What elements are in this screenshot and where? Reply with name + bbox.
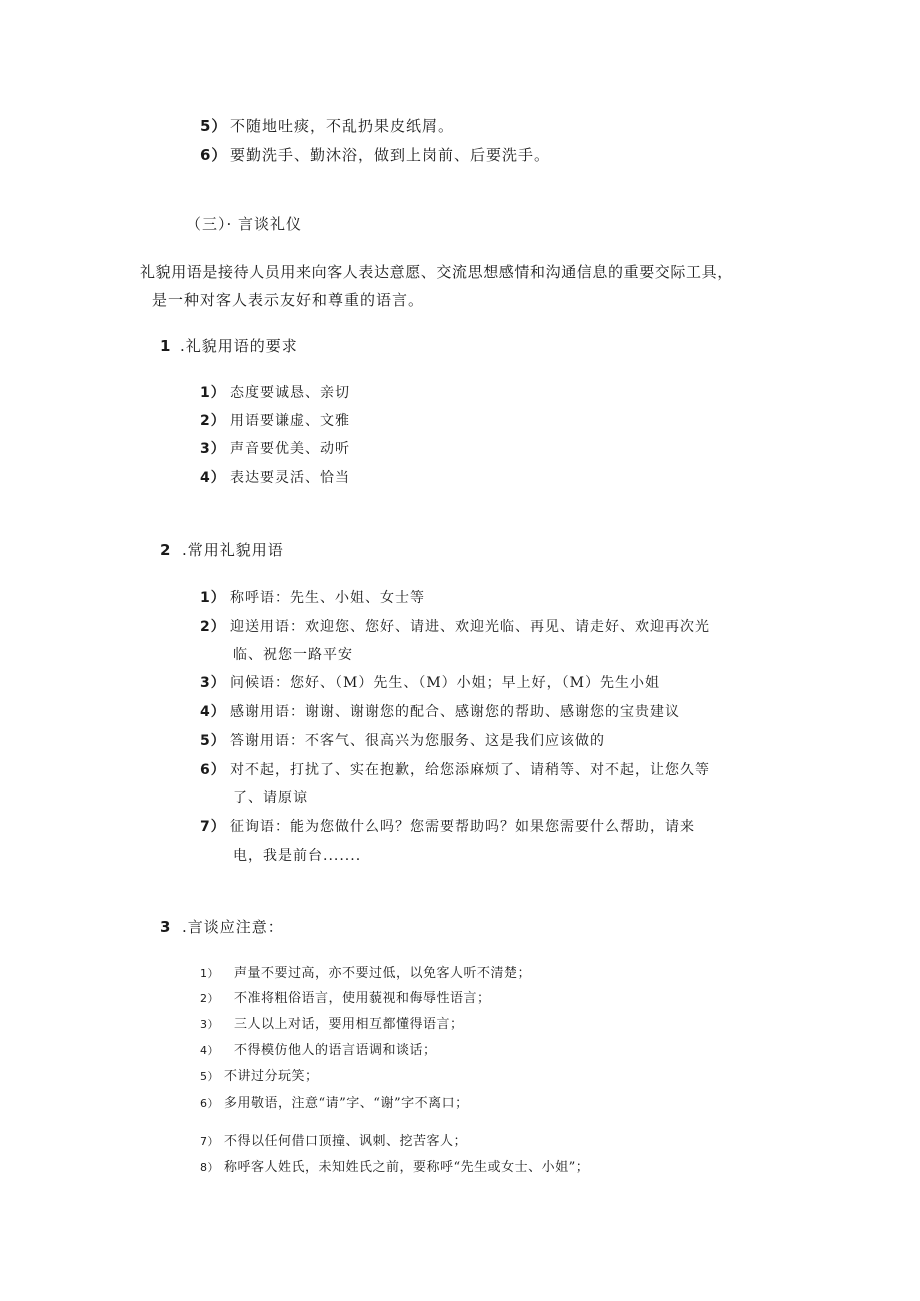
list-item-text: 三人以上对话，要用相互都懂得语言； bbox=[234, 1017, 464, 1032]
list-item bbox=[200, 817, 695, 837]
list-item-text: 感谢用语：谢谢、谢谢您的配合、感谢您的帮助、感谢您的宝贵建议 bbox=[230, 704, 680, 720]
list-item-number: 6） bbox=[200, 146, 228, 164]
list-item-number: 6） bbox=[200, 1097, 219, 1110]
list-item-text: 声音要优美、动听 bbox=[230, 441, 350, 457]
list-item-number: 2） bbox=[200, 413, 226, 429]
list-item-number: 1） bbox=[200, 385, 226, 401]
section-heading: （三）· 言谈礼仪 bbox=[186, 215, 303, 233]
list-item-text: 不得模仿他人的语言语调和谈话； bbox=[234, 1043, 437, 1058]
list-item-text: 称呼客人姓氏，未知姓氏之前，要称呼“先生或女士、小姐”； bbox=[224, 1160, 590, 1175]
list-item-text: 称呼语：先生、小姐、女士等 bbox=[230, 590, 425, 606]
list-item-text: 迎送用语：欢迎您、您好、请进、欢迎光临、再见、请走好、欢迎再次光 bbox=[230, 619, 710, 635]
list-item-text: 表达要灵活、恰当 bbox=[230, 470, 350, 486]
list-item bbox=[200, 383, 350, 403]
list-item-text: 不准将粗俗语言，使用藐视和侮辱性语言； bbox=[234, 991, 491, 1006]
list-item-number: 1） bbox=[200, 590, 226, 606]
list-item-text: 不讲过分玩笑； bbox=[224, 1069, 319, 1084]
subsection-heading bbox=[160, 540, 284, 560]
list-item-number: 5） bbox=[200, 733, 226, 749]
list-item-number: 2） bbox=[200, 619, 226, 635]
subsection-number: 1 bbox=[160, 337, 172, 355]
list-item bbox=[200, 1015, 464, 1035]
list-item-number: 2） bbox=[200, 992, 219, 1005]
list-item bbox=[200, 439, 350, 459]
list-item-text: 不随地吐痰，不乱扔果皮纸屑。 bbox=[230, 117, 455, 135]
list-item bbox=[200, 702, 680, 722]
list-item bbox=[200, 964, 531, 984]
list-item-text: 声量不要过高，亦不要过低，以免客人听不清楚； bbox=[234, 966, 532, 981]
list-item-number: 5） bbox=[200, 117, 228, 135]
list-item bbox=[200, 617, 710, 637]
list-item-text: 用语要谦虚、文雅 bbox=[230, 413, 350, 429]
list-item bbox=[200, 1094, 469, 1114]
subsection-number: 2 bbox=[160, 541, 172, 559]
list-item-number: 4） bbox=[200, 470, 226, 486]
subsection-number: 3 bbox=[160, 918, 172, 936]
list-item bbox=[200, 588, 425, 608]
list-item-number: 7） bbox=[200, 1135, 219, 1148]
intro-paragraph-line: 是一种对客人表示友好和尊重的语言。 bbox=[152, 291, 425, 309]
list-item bbox=[200, 673, 660, 693]
list-item-continuation: 电，我是前台....... bbox=[233, 848, 362, 864]
list-item-continuation: 了、请原谅 bbox=[233, 790, 308, 806]
list-item-text: 要勤洗手、勤沐浴，做到上岗前、后要洗手。 bbox=[230, 146, 551, 164]
list-item bbox=[200, 411, 350, 431]
list-item-number: 7） bbox=[200, 819, 226, 835]
list-item-number: 6） bbox=[200, 762, 226, 778]
list-item-number: 5） bbox=[200, 1070, 219, 1083]
subsection-title: .礼貌用语的要求 bbox=[180, 337, 298, 355]
list-item bbox=[200, 1067, 319, 1087]
intro-paragraph-line: 礼貌用语是接待人员用来向客人表达意愿、交流思想感情和沟通信息的重要交际工具， bbox=[140, 263, 733, 281]
list-item bbox=[200, 1158, 589, 1178]
subsection-heading bbox=[160, 917, 284, 937]
subsection-heading bbox=[160, 336, 298, 356]
list-item-number: 3） bbox=[200, 441, 226, 457]
list-item-number: 3） bbox=[200, 675, 226, 691]
list-item-number: 8） bbox=[200, 1161, 219, 1174]
list-item bbox=[200, 1132, 467, 1152]
list-item-text: 不得以任何借口顶撞、讽刺、挖苦客人； bbox=[224, 1134, 468, 1149]
list-item-text: 问候语：您好、（M）先生、（M）小姐；早上好，（M）先生小姐 bbox=[230, 675, 661, 691]
list-item bbox=[200, 116, 454, 136]
list-item bbox=[200, 468, 350, 488]
subsection-title: .言谈应注意： bbox=[182, 918, 284, 936]
list-item bbox=[200, 731, 605, 751]
list-item bbox=[200, 1041, 437, 1061]
list-item-continuation: 临、祝您一路平安 bbox=[233, 647, 353, 663]
list-item bbox=[200, 760, 710, 780]
list-item-number: 3） bbox=[200, 1018, 219, 1031]
subsection-title: .常用礼貌用语 bbox=[182, 541, 284, 559]
list-item-text: 态度要诚恳、亲切 bbox=[230, 385, 350, 401]
list-item-text: 答谢用语：不客气、很高兴为您服务、这是我们应该做的 bbox=[230, 733, 605, 749]
list-item-text: 多用敬语，注意“请”字、“谢”字不离口； bbox=[224, 1096, 469, 1111]
list-item-text: 对不起，打扰了、实在抱歉，给您添麻烦了、请稍等、对不起，让您久等 bbox=[230, 762, 710, 778]
list-item bbox=[200, 145, 550, 165]
list-item-number: 4） bbox=[200, 1044, 219, 1057]
list-item-number: 4） bbox=[200, 704, 226, 720]
list-item-text: 征询语：能为您做什么吗？您需要帮助吗？如果您需要什么帮助，请来 bbox=[230, 819, 695, 835]
list-item bbox=[200, 989, 491, 1009]
list-item-number: 1） bbox=[200, 967, 219, 980]
